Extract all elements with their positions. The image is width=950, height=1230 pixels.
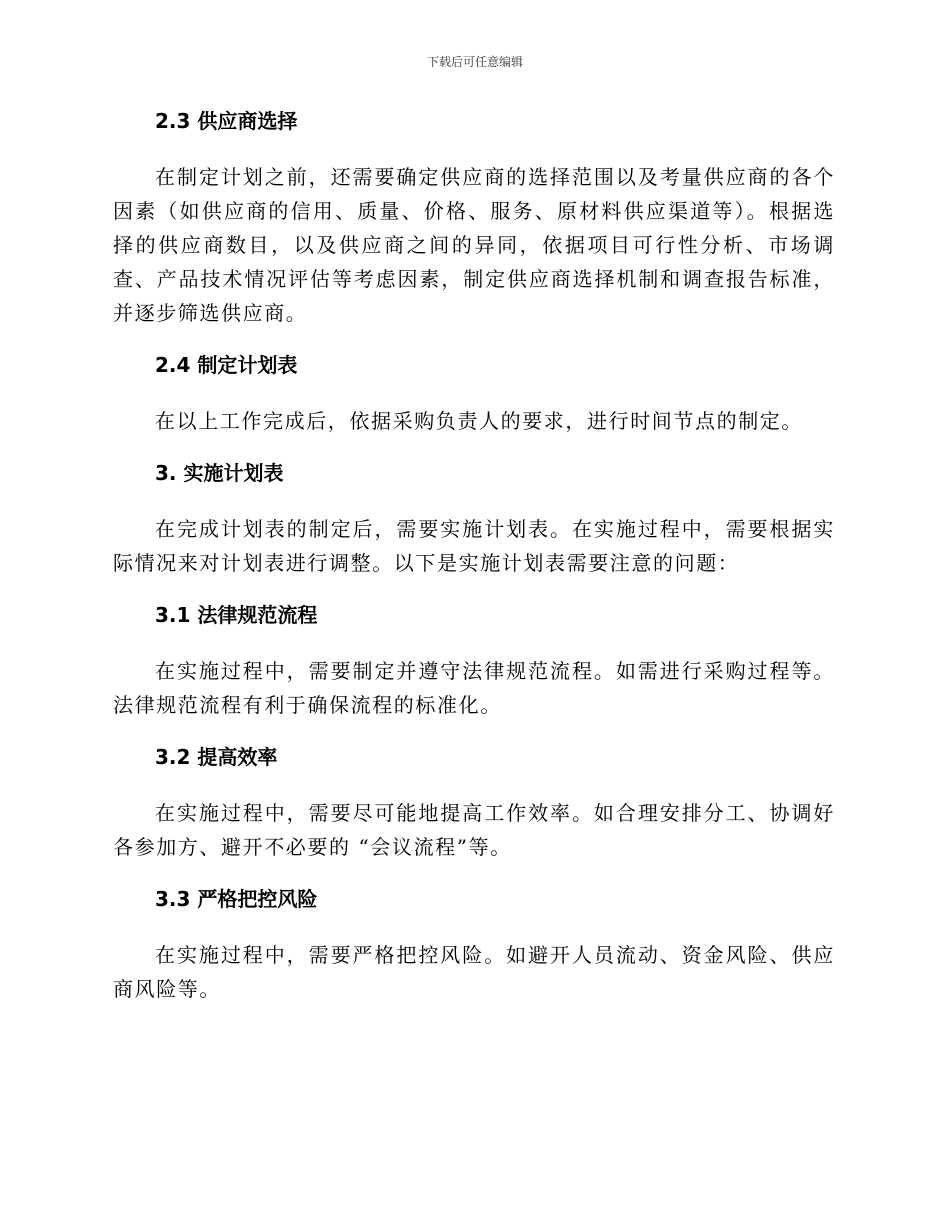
- page-header: 下载后可任意编辑: [426, 55, 523, 69]
- section-paragraph: 在实施过程中，需要严格把控风险。如避开人员流动、资金风险、供应商风险等。: [113, 943, 835, 1001]
- section-3-2: [113, 741, 835, 883]
- section-paragraph: 在完成计划表的制定后，需要实施计划表。在实施过程中，需要根据实际情况来对计划表进行调整。以下是实施计划表需要注意的问题：: [113, 517, 835, 575]
- section-paragraph: 在以上工作完成后，依据采购负责人的要求，进行时间节点的制定。: [155, 409, 803, 433]
- section-3-3: [113, 883, 835, 1006]
- section-heading: 2.4 制定计划表: [155, 353, 298, 377]
- section-3: [113, 457, 835, 599]
- section-paragraph: 在实施过程中，需要制定并遵守法律规范流程。如需进行采购过程等。法律规范流程有利于确保流程的标准化。: [113, 659, 835, 717]
- section-heading: 3.3 严格把控风险: [155, 887, 318, 911]
- section-heading: 3.2 提高效率: [155, 745, 278, 769]
- section-heading: 2.3 供应商选择: [155, 109, 298, 133]
- section-paragraph: 在制定计划之前，还需要确定供应商的选择范围以及考量供应商的各个因素（如供应商的信用、质量、价格、服务、原材料供应渠道等）。根据选择的供应商数目，以及供应商之间的异同，依据项目可行性分析、市场调查、产品技术情况评估等考虑因素，制定供应商选择机制和调查报告标准，并逐步筛选供应商。: [113, 165, 835, 325]
- document-body: [113, 105, 835, 1006]
- section-3-1: [113, 599, 835, 741]
- section-2-4: [113, 349, 835, 457]
- section-heading: 3. 实施计划表: [155, 461, 284, 485]
- section-heading: 3.1 法律规范流程: [155, 603, 318, 627]
- section-2-3: [113, 105, 835, 349]
- section-paragraph: 在实施过程中，需要尽可能地提高工作效率。如合理安排分工、协调好各参加方、避开不必要的 “会议流程”等。: [113, 801, 835, 859]
